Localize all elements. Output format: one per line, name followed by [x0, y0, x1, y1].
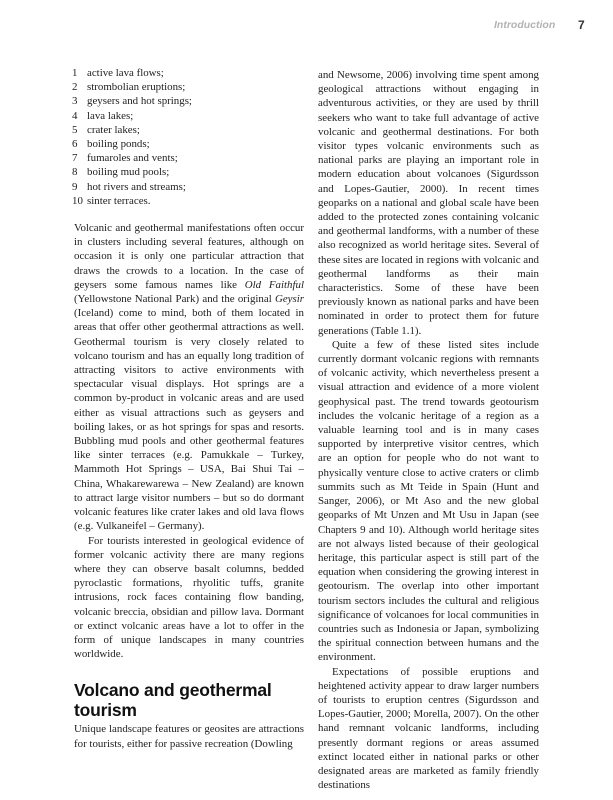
- paragraph-dormant-regions: Quite a few of these listed sites include currently dormant volcanic regions with remnants of volcanic activity, which nevertheless present a visual attraction and evidence of a more violent geophysical past. The trend towards geotourism includes the volcanic heritage of a region as a valuable learning tool and is in many cases supported by interpretive visitor centres, which are an option for people who do not want to physically venture close to active craters or climb summits such as Mt Teide in Spain (Hunt and Sanger, 2006), or Mt Aso and the new global geoparks of Mt Unzen and Mt Usu in Japan (see Chapters 9 and 10). Although world heritage sites are not always listed because of their geological heritage, this particular aspect is still part of the equation when considering the growing interest in geotourism. The overlap into other important tourism sectors includes the cultural and religious significance of volcanoes for local communities in countries such as Indonesia or Japan, symbolizing the spiritual connection between humans and the environment.: [318, 338, 539, 664]
- section-heading: Volcano and geothermal tourism: [74, 680, 272, 721]
- list-item-text: active lava flows;: [87, 67, 164, 79]
- list-item-number: 1: [72, 67, 78, 79]
- list-item-text: geysers and hot springs;: [87, 95, 192, 108]
- list-item: [72, 109, 304, 123]
- list-item: [72, 194, 304, 208]
- list-item-text: boiling mud pools;: [87, 166, 170, 179]
- running-head-title: Introduction: [494, 19, 556, 31]
- paragraph-expectations: Expectations of possible eruptions and heightened activity appear to draw larger numbers of tourists to eruption centres (Sigurdsson and Lopes-Gautier, 2000; Morella, 2007). On the other hand remnant volcanic landforms, including presently dormant regions or areas assumed extinct located either in national parks or other designated areas are marketed as family friendly destinations: [318, 665, 539, 792]
- volcanic-features-list: [72, 66, 304, 208]
- list-item: [72, 80, 304, 94]
- list-item: [72, 94, 304, 108]
- list-item-number: 3: [72, 95, 78, 108]
- list-item-text: hot rivers and streams;: [87, 180, 186, 193]
- list-item: [72, 123, 304, 137]
- list-item-text: lava lakes;: [87, 109, 134, 122]
- list-item-number: 9: [72, 180, 78, 193]
- list-item: [72, 165, 304, 179]
- left-column: [74, 66, 304, 751]
- paragraph-unique-landscape: Unique landscape features or geosites are attractions for tourists, either for passive recreation (Dowling: [74, 723, 304, 750]
- list-item-number: 8: [72, 166, 78, 179]
- list-item-text: crater lakes;: [87, 123, 140, 136]
- list-item-number: 5: [72, 123, 78, 136]
- list-item-number: 7: [72, 152, 78, 165]
- list-item-number: 6: [72, 138, 78, 151]
- list-item-text: strombolian eruptions;: [87, 81, 186, 94]
- list-item-number: 10: [72, 194, 83, 207]
- list-item: [72, 66, 304, 80]
- list-item-number: 4: [72, 109, 78, 122]
- right-column: [318, 68, 539, 792]
- list-item: [72, 180, 304, 194]
- list-item-text: boiling ponds;: [87, 138, 150, 151]
- paragraph-geological-evidence: For tourists interested in geological evidence of former volcanic activity there are many regions where they can observe basalt columns, bedded pyroclastic formations, rhyolitic tuffs, granite intrusions, rock faces containing flow banding, volcanic breccia, obsidian and pillow lava. Dormant or extinct volcanic areas have a lot to offer in the form of unique landscapes in many countries worldwide.: [74, 534, 304, 661]
- list-item-number: 2: [72, 81, 78, 94]
- page-number: 7: [578, 18, 585, 32]
- list-item: [72, 137, 304, 151]
- paragraph-geothermal-manifestations: Volcanic and geothermal manifestations often occur in clusters including several features, although on occasion it is only one particular attraction that draws the crowds to a location. In the case of geysers some famous names like Old Faithful (Yellowstone National Park) and the original Geysir (Iceland) come to mind, both of them located in areas that offer other geothermal attractions as well. Geothermal tourism is very closely related to volcano tourism and has an equally long tradition of attracting visitors to active environments with spectacular visual displays. Hot springs are a common by-product in volcanic areas and are used either as visual attractions such as geysers and boiling lakes, or as hot springs for spas and resorts. Bubbling mud pools and other geothermal features like sinter terraces (e.g. Pamukkale – Turkey, Mammoth Hot Springs – USA, Bai Shui Tai – China, Whakarewarewa – New Zealand) are known to attract large visitor numbers – but so do dormant volcanic features like crater lakes and old lava flows (e.g. Vulkaneifel – Germany).: [74, 222, 304, 533]
- italic-geysir: Geysir: [274, 293, 304, 306]
- list-item-text: fumaroles and vents;: [87, 152, 178, 165]
- paragraph-passive-recreation: and Newsome, 2006) involving time spent among geological attractions without engaging in adventurous activities, or they are used by thrill seekers who want to take full advantage of active volcanic and geothermal destinations. For both visitor types volcanic environments such as national parks are playing an important role in modern education about volcanoes (Sigurdsson and Lopes-Gautier, 2000). In recent times geoparks on a national and global scale have been added to the protected zones containing volcanic and geothermal landforms, with a number of these also recognized as world heritage sites. Several of these sites are located in regions with volcanic and geothermal landforms as their main characteristics. Some of these have been previously known as national parks and have been nominated in order to protect them for future generations (Table 1.1).: [318, 69, 539, 337]
- italic-old-faithful: Old Faithful: [244, 278, 304, 291]
- list-item: [72, 151, 304, 165]
- list-item-text: sinter terraces.: [87, 194, 151, 207]
